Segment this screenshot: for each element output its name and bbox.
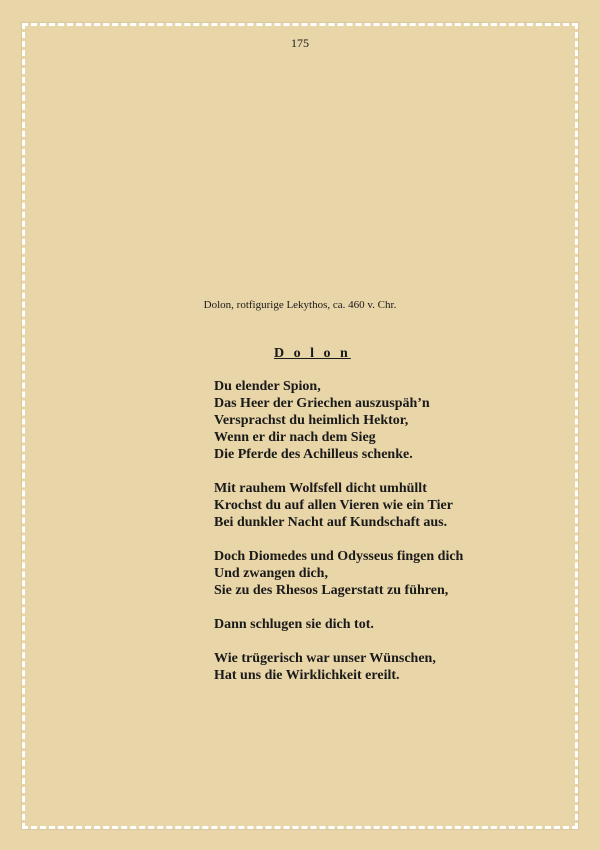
poem-line: Hat uns die Wirklichkeit ereilt. <box>214 668 400 683</box>
poem-line: Sie zu des Rhesos Lagerstatt zu führen, <box>214 583 449 598</box>
poem-line: Das Heer der Griechen auszuspäh’n <box>214 396 430 411</box>
page-number: 175 <box>291 36 309 50</box>
poem-line: Versprachst du heimlich Hektor, <box>214 413 409 428</box>
poem-line: Wie trügerisch war unser Wünschen, <box>214 651 436 666</box>
poem-body <box>214 378 554 701</box>
poem-line: Krochst du auf allen Vieren wie ein Tier <box>214 498 453 513</box>
poem-line: Dann schlugen sie dich tot. <box>214 617 374 632</box>
image-caption: Dolon, rotfigurige Lekythos, ca. 460 v. Chr. <box>203 299 397 311</box>
poem-line: Du elender Spion, <box>214 379 321 394</box>
poem-line: Mit rauhem Wolfsfell dicht umhüllt <box>214 481 427 496</box>
stanza <box>214 480 554 531</box>
poem-line: Die Pferde des Achilleus schenke. <box>214 447 413 462</box>
poem-title: D o l o n <box>274 346 351 361</box>
poem-line: Bei dunkler Nacht auf Kundschaft aus. <box>214 515 448 530</box>
poem-line: Doch Diomedes und Odysseus fingen dich <box>214 549 464 564</box>
stanza <box>214 378 554 463</box>
stanza <box>214 548 554 599</box>
poem-line: Wenn er dir nach dem Sieg <box>214 430 376 445</box>
stanza <box>214 616 554 633</box>
stanza <box>214 650 554 684</box>
poem-line: Und zwangen dich, <box>214 566 328 581</box>
